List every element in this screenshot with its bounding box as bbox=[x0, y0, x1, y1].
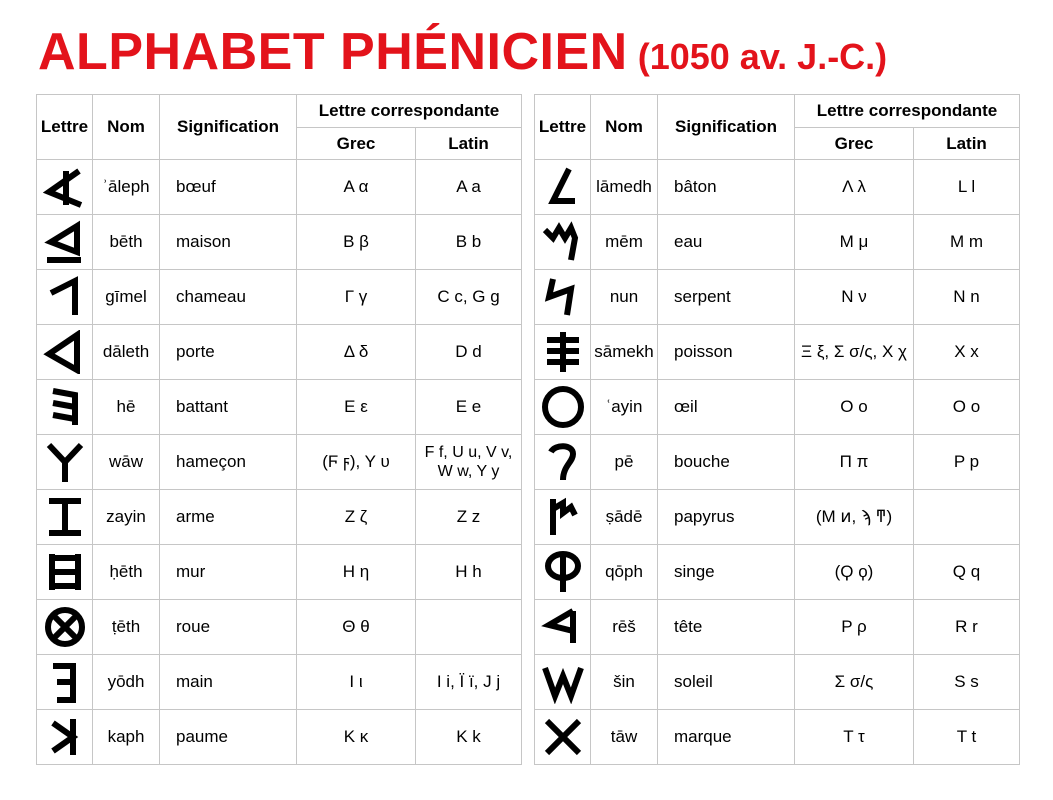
table-row bbox=[535, 160, 1020, 215]
heth-icon bbox=[37, 545, 93, 600]
lamedh-icon bbox=[535, 160, 591, 215]
letter-name: wāw bbox=[93, 435, 160, 490]
latin-letter: N n bbox=[914, 270, 1020, 325]
greek-letter: Ι ι bbox=[297, 655, 416, 710]
latin-letter: I i, Ï ï, J j bbox=[416, 655, 522, 710]
latin-letter: H h bbox=[416, 545, 522, 600]
letter-name: pē bbox=[591, 435, 658, 490]
letter-meaning: bouche bbox=[658, 435, 795, 490]
table-row bbox=[535, 325, 1020, 380]
letter-meaning: poisson bbox=[658, 325, 795, 380]
pe-icon bbox=[535, 435, 591, 490]
table-row bbox=[535, 655, 1020, 710]
letter-meaning: mur bbox=[160, 545, 297, 600]
greek-letter: Ρ ρ bbox=[795, 600, 914, 655]
letter-meaning: singe bbox=[658, 545, 795, 600]
table-row bbox=[37, 710, 522, 765]
alphabet-table-left bbox=[36, 94, 522, 765]
letter-meaning: eau bbox=[658, 215, 795, 270]
latin-letter: L l bbox=[914, 160, 1020, 215]
samekh-icon bbox=[535, 325, 591, 380]
greek-letter: Κ κ bbox=[297, 710, 416, 765]
letter-name: zayin bbox=[93, 490, 160, 545]
latin-letter: S s bbox=[914, 655, 1020, 710]
header-lettre: Lettre bbox=[535, 95, 591, 160]
letter-meaning: paume bbox=[160, 710, 297, 765]
table-row bbox=[535, 710, 1020, 765]
letter-meaning: maison bbox=[160, 215, 297, 270]
table-row bbox=[535, 380, 1020, 435]
header-lettre: Lettre bbox=[37, 95, 93, 160]
greek-letter: Η η bbox=[297, 545, 416, 600]
letter-name: nun bbox=[591, 270, 658, 325]
greek-letter: Ο ο bbox=[795, 380, 914, 435]
greek-letter: (Ϝ ϝ), Υ υ bbox=[297, 435, 416, 490]
table-row bbox=[37, 545, 522, 600]
latin-letter: Q q bbox=[914, 545, 1020, 600]
table-row bbox=[37, 160, 522, 215]
latin-letter: K k bbox=[416, 710, 522, 765]
table-row bbox=[37, 270, 522, 325]
daleth-icon bbox=[37, 325, 93, 380]
greek-letter: Γ γ bbox=[297, 270, 416, 325]
greek-letter: Τ τ bbox=[795, 710, 914, 765]
letter-meaning: œil bbox=[658, 380, 795, 435]
letter-meaning: hameçon bbox=[160, 435, 297, 490]
latin-letter bbox=[416, 600, 522, 655]
letter-meaning: papyrus bbox=[658, 490, 795, 545]
letter-name: mēm bbox=[591, 215, 658, 270]
greek-letter: (Ϙ ϙ) bbox=[795, 545, 914, 600]
letter-meaning: tête bbox=[658, 600, 795, 655]
greek-letter: Σ σ/ς bbox=[795, 655, 914, 710]
header-lettre-correspondante: Lettre correspondante bbox=[297, 95, 522, 128]
ayin-icon bbox=[535, 380, 591, 435]
aleph-icon bbox=[37, 160, 93, 215]
header-lettre-correspondante: Lettre correspondante bbox=[795, 95, 1020, 128]
letter-meaning: battant bbox=[160, 380, 297, 435]
latin-letter: O o bbox=[914, 380, 1020, 435]
waw-icon bbox=[37, 435, 93, 490]
gimel-icon bbox=[37, 270, 93, 325]
latin-letter: R r bbox=[914, 600, 1020, 655]
table-row bbox=[37, 490, 522, 545]
table-row bbox=[535, 215, 1020, 270]
letter-meaning: roue bbox=[160, 600, 297, 655]
table-row bbox=[535, 490, 1020, 545]
teth-icon bbox=[37, 600, 93, 655]
greek-letter: Θ θ bbox=[297, 600, 416, 655]
letter-meaning: bœuf bbox=[160, 160, 297, 215]
table-row bbox=[535, 600, 1020, 655]
greek-letter: Ζ ζ bbox=[297, 490, 416, 545]
greek-letter: Β β bbox=[297, 215, 416, 270]
resh-icon bbox=[535, 600, 591, 655]
letter-name: bēth bbox=[93, 215, 160, 270]
table-row bbox=[535, 435, 1020, 490]
letter-name: ṣādē bbox=[591, 490, 658, 545]
greek-letter: Ξ ξ, Σ σ/ς, Χ χ bbox=[795, 325, 914, 380]
yodh-icon bbox=[37, 655, 93, 710]
taw-icon bbox=[535, 710, 591, 765]
letter-meaning: bâton bbox=[658, 160, 795, 215]
greek-letter: Μ μ bbox=[795, 215, 914, 270]
latin-letter bbox=[914, 490, 1020, 545]
latin-letter: P p bbox=[914, 435, 1020, 490]
letter-name: hē bbox=[93, 380, 160, 435]
greek-letter: (Μ ͷ, ϡ ͳ) bbox=[795, 490, 914, 545]
letter-name: ʾāleph bbox=[93, 160, 160, 215]
kaph-icon bbox=[37, 710, 93, 765]
latin-letter: F f, U u, V v, W w, Y y bbox=[416, 435, 522, 490]
header-nom: Nom bbox=[591, 95, 658, 160]
greek-letter: Λ λ bbox=[795, 160, 914, 215]
table-row bbox=[535, 270, 1020, 325]
letter-meaning: porte bbox=[160, 325, 297, 380]
greek-letter: Ν ν bbox=[795, 270, 914, 325]
letter-name: ṭēth bbox=[93, 600, 160, 655]
title-main: ALPHABET PHÉNICIEN bbox=[38, 23, 628, 81]
header-grec: Grec bbox=[297, 128, 416, 160]
letter-name: ḥēth bbox=[93, 545, 160, 600]
greek-letter: Ε ε bbox=[297, 380, 416, 435]
letter-meaning: arme bbox=[160, 490, 297, 545]
title-date: (1050 av. J.-C.) bbox=[637, 36, 888, 77]
letter-name: sāmekh bbox=[591, 325, 658, 380]
latin-letter: Z z bbox=[416, 490, 522, 545]
alphabet-table-right bbox=[534, 94, 1020, 765]
latin-letter: E e bbox=[416, 380, 522, 435]
nun-icon bbox=[535, 270, 591, 325]
letter-name: rēš bbox=[591, 600, 658, 655]
greek-letter: Α α bbox=[297, 160, 416, 215]
header-signification: Signification bbox=[658, 95, 795, 160]
letter-meaning: main bbox=[160, 655, 297, 710]
table-row bbox=[37, 435, 522, 490]
qoph-icon bbox=[535, 545, 591, 600]
latin-letter: C c, G g bbox=[416, 270, 522, 325]
letter-name: gīmel bbox=[93, 270, 160, 325]
letter-name: kaph bbox=[93, 710, 160, 765]
latin-letter: T t bbox=[914, 710, 1020, 765]
letter-name: ʿayin bbox=[591, 380, 658, 435]
shin-icon bbox=[535, 655, 591, 710]
latin-letter: X x bbox=[914, 325, 1020, 380]
letter-meaning: chameau bbox=[160, 270, 297, 325]
letter-meaning: serpent bbox=[658, 270, 795, 325]
latin-letter: A a bbox=[416, 160, 522, 215]
greek-letter: Δ δ bbox=[297, 325, 416, 380]
zayin-icon bbox=[37, 490, 93, 545]
beth-icon bbox=[37, 215, 93, 270]
table-row bbox=[535, 545, 1020, 600]
mem-icon bbox=[535, 215, 591, 270]
letter-name: dāleth bbox=[93, 325, 160, 380]
greek-letter: Π π bbox=[795, 435, 914, 490]
letter-meaning: marque bbox=[658, 710, 795, 765]
page-title bbox=[38, 22, 887, 82]
header-signification: Signification bbox=[160, 95, 297, 160]
letter-name: yōdh bbox=[93, 655, 160, 710]
table-row bbox=[37, 325, 522, 380]
table-row bbox=[37, 600, 522, 655]
table-row bbox=[37, 215, 522, 270]
letter-name: qōph bbox=[591, 545, 658, 600]
table-row bbox=[37, 655, 522, 710]
header-grec: Grec bbox=[795, 128, 914, 160]
letter-name: lāmedh bbox=[591, 160, 658, 215]
header-nom: Nom bbox=[93, 95, 160, 160]
header-latin: Latin bbox=[914, 128, 1020, 160]
latin-letter: M m bbox=[914, 215, 1020, 270]
latin-letter: D d bbox=[416, 325, 522, 380]
he-icon bbox=[37, 380, 93, 435]
latin-letter: B b bbox=[416, 215, 522, 270]
letter-name: tāw bbox=[591, 710, 658, 765]
letter-name: šin bbox=[591, 655, 658, 710]
header-latin: Latin bbox=[416, 128, 522, 160]
sade-icon bbox=[535, 490, 591, 545]
letter-meaning: soleil bbox=[658, 655, 795, 710]
table-row bbox=[37, 380, 522, 435]
